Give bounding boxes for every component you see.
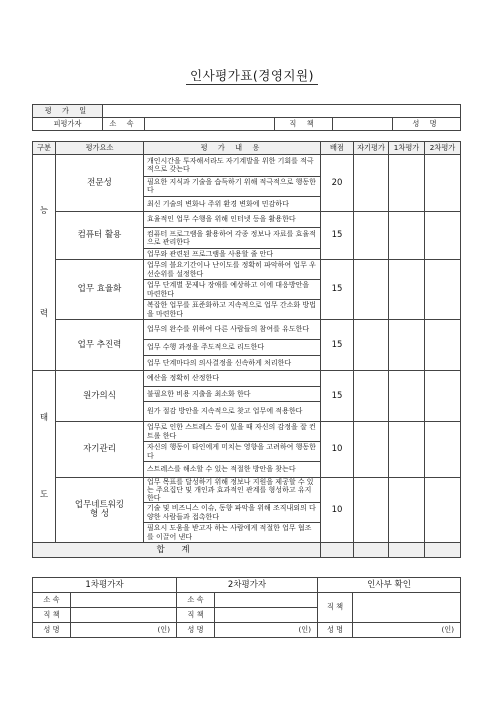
col-content: 평 가 내 용 [144,142,321,155]
element-points: 10 [321,477,354,543]
eval-item: 개인시간을 투자해서라도 자기계발을 위한 기회를 적극적으로 갖는다 [144,155,321,177]
eval-item: 업무의 완수를 위하여 다른 사람들의 참여를 유도한다 [144,320,321,340]
eval-item: 예산을 정확히 산정한다 [144,371,321,387]
second-position-label: 직 책 [177,608,215,623]
eval-item: 최신 기술의 변화나 주위 환경 변화에 민감하다 [144,196,321,212]
col-element: 평가요소 [56,142,144,155]
category-char: 태 [39,412,49,423]
self-score-cell[interactable] [354,212,389,260]
eval-item: 기술 및 비즈니스 이슈, 동향 파악을 위해 조직내외의 다양한 사람들과 접촉한다 [144,503,321,523]
evaluatee-position-field[interactable] [333,118,393,131]
eval-date-field[interactable] [103,105,461,118]
evaluation-table [32,141,461,558]
second-name-label: 성 명 [177,623,215,638]
col-category: 구분 [33,142,56,155]
total-second-cell[interactable] [425,543,461,558]
first-position-label: 직 책 [33,608,71,623]
second-score-cell[interactable] [425,477,461,543]
second-score-cell[interactable] [425,320,461,371]
hr-name-label: 성 명 [318,623,353,638]
second-score-cell[interactable] [425,422,461,478]
second-score-cell[interactable] [425,155,461,212]
element-points: 10 [321,422,354,478]
self-score-cell[interactable] [354,477,389,543]
col-second-eval: 2차평가 [425,142,461,155]
first-seal[interactable]: (인) [71,623,177,638]
eval-item: 업무 단계별 문제나 장애를 예상하고 이에 대응방안을 마련한다 [144,280,321,300]
element-points: 20 [321,155,354,212]
element-points: 15 [321,320,354,371]
eval-item: 필요시 도움을 받고자 하는 사람에게 적절한 업무 협조를 이끌어 낸다 [144,523,321,543]
total-label: 합 계 [33,543,321,558]
first-dept-label: 소 속 [33,593,71,608]
eval-item: 컴퓨터 프로그램을 활용하여 각종 정보나 자료를 효율적으로 관리한다 [144,227,321,249]
first-position-field[interactable] [71,608,177,623]
category-ability [33,155,56,371]
first-name-label: 성 명 [33,623,71,638]
second-position-field[interactable] [215,608,318,623]
first-score-cell[interactable] [389,212,425,260]
eval-item: 업무 목표를 달성하기 위해 정보나 지원을 제공할 수 있는 주요집단 및 개인과 효과적인 관계를 형성하고 유지한다 [144,477,321,503]
element-name [56,477,144,543]
eval-item: 업무의 블요기간이나 난이도를 정확히 파악하여 업무 우선순위를 설정한다 [144,260,321,280]
eval-item: 스트레스를 해소할 수 있는 적절한 방안을 찾는다 [144,462,321,478]
title-underline [186,84,318,85]
second-score-cell[interactable] [425,212,461,260]
self-score-cell[interactable] [354,155,389,212]
signature-table [32,577,461,638]
second-dept-label: 소 속 [177,593,215,608]
hr-position-field[interactable] [353,593,461,623]
total-first-cell[interactable] [389,543,425,558]
self-score-cell[interactable] [354,320,389,371]
element-name: 전문성 [56,155,144,212]
element-name: 업무 추진력 [56,320,144,371]
total-self-cell[interactable] [354,543,389,558]
evaluatee-dept-field[interactable] [145,118,275,131]
first-dept-field[interactable] [71,593,177,608]
element-points: 15 [321,212,354,260]
col-self-eval: 자기평가 [354,142,389,155]
evaluatee-name-label: 성 명 [393,118,461,131]
hr-position-label: 직 책 [318,593,353,623]
eval-item: 업무 수행 과정을 주도적으로 리드한다 [144,340,321,356]
eval-item: 필요한 지식과 기술을 습득하기 위해 적극적으로 행동한다 [144,176,321,196]
total-points-cell[interactable] [321,543,354,558]
evaluatee-position-label: 직 책 [275,118,333,131]
first-score-cell[interactable] [389,422,425,478]
element-points: 15 [321,371,354,422]
first-score-cell[interactable] [389,155,425,212]
element-name: 컴퓨터 활용 [56,212,144,260]
evaluatee-label: 피평가자 [33,118,103,131]
category-char: 도 [39,489,49,500]
element-name-line: 형 성 [89,508,110,519]
evaluatee-info-table [32,104,461,144]
category-attitude [33,371,56,543]
element-name-line: 업무네트워킹 [74,500,125,511]
self-score-cell[interactable] [354,260,389,320]
element-name: 업무 효율화 [56,260,144,320]
eval-item: 업무 단계마다의 의사결정을 신속하게 처리한다 [144,355,321,371]
second-score-cell[interactable] [425,260,461,320]
hr-seal[interactable]: (인) [353,623,461,638]
first-score-cell[interactable] [389,320,425,371]
hr-confirm-header: 인사부 확인 [318,578,461,593]
second-dept-field[interactable] [215,593,318,608]
second-score-cell[interactable] [425,371,461,422]
col-first-eval: 1차평가 [389,142,425,155]
element-name: 원가의식 [56,371,144,422]
page-title: 인사평가표(경영지원) [190,68,314,83]
first-score-cell[interactable] [389,477,425,543]
self-score-cell[interactable] [354,371,389,422]
first-score-cell[interactable] [389,371,425,422]
eval-date-label: 평 가 일 [33,105,103,118]
eval-item: 원가 절감 방안을 지속적으로 찾고 업무에 적용한다 [144,402,321,422]
eval-item: 복잡한 업무를 표준화하고 지속적으로 업무 간소화 방법을 마련한다 [144,300,321,320]
element-points: 15 [321,260,354,320]
second-seal[interactable]: (인) [215,623,318,638]
category-char: 능 [39,205,49,216]
category-char: 력 [39,308,49,319]
first-score-cell[interactable] [389,260,425,320]
self-score-cell[interactable] [354,422,389,478]
eval-item: 업무와 관련된 프로그램을 사용할 줄 안다 [144,249,321,260]
eval-item: 자신의 행동이 타인에게 미치는 영향을 고려하여 행동한다 [144,442,321,462]
col-points: 배점 [321,142,354,155]
second-evaluator-header: 2차평가자 [177,578,318,593]
eval-item: 업무로 인한 스트레스 등이 있을 때 자신의 감정을 잘 컨트롤 한다 [144,422,321,442]
eval-item: 불필요한 비용 지출을 최소화 한다 [144,386,321,402]
element-name: 자기관리 [56,422,144,478]
eval-item: 효율적인 업무 수행을 위해 인터넷 등을 활용한다 [144,212,321,228]
evaluatee-dept-label: 소 속 [103,118,145,131]
first-evaluator-header: 1차평가자 [33,578,177,593]
